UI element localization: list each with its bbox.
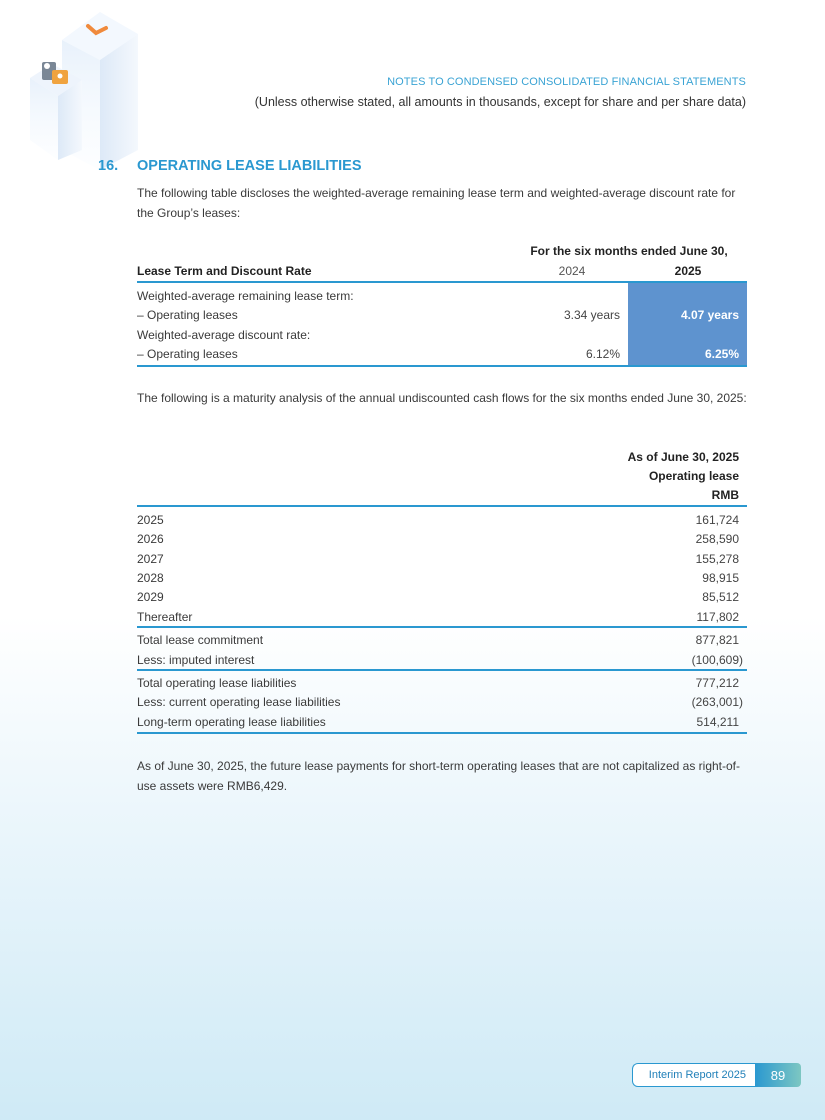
row-label: Less: imputed interest: [137, 653, 255, 667]
row-label: 2026: [137, 532, 164, 546]
value-2025: 6.25%: [704, 347, 739, 361]
closing-note-paragraph: As of June 30, 2025, the future lease payments for short-term operating leases that are not capitalized as right-of-use assets were RMB6,429.: [137, 759, 740, 793]
row-value: 155,278: [695, 552, 739, 566]
row-label: – Operating leases: [137, 308, 238, 322]
table-row: [137, 306, 747, 325]
row-value: (100,609): [691, 653, 743, 667]
table-header-rule: [137, 505, 747, 507]
row-value: 514,211: [696, 715, 739, 729]
row-label: Weighted-average discount rate:: [137, 328, 311, 342]
table-row: [137, 287, 747, 306]
row-label: 2025: [137, 513, 164, 527]
row-label: 2028: [137, 571, 164, 585]
row-label: – Operating leases: [137, 347, 238, 361]
year-2025-header: 2025: [674, 264, 702, 278]
page-number: 89: [755, 1063, 801, 1087]
row-label: Long-term operating lease liabilities: [137, 715, 326, 729]
value-2024: 3.34 years: [563, 308, 620, 322]
table-row: [137, 713, 747, 732]
table-header-rule: [137, 281, 747, 283]
maturity-analysis-table: [137, 446, 747, 736]
value-2024: 6.12%: [585, 347, 620, 361]
table-row: [137, 511, 747, 530]
row-value: (263,001): [691, 695, 743, 709]
table-bottom-rule: [137, 732, 747, 734]
row-value: 877,821: [695, 633, 739, 647]
row-label: 2029: [137, 590, 164, 604]
section-title: OPERATING LEASE LIABILITIES: [137, 158, 362, 174]
year-2024-header: 2024: [558, 264, 586, 278]
row-value: 85,512: [702, 590, 739, 604]
page-footer: [632, 1063, 801, 1087]
maturity-intro-paragraph: The following is a maturity analysis of the annual undiscounted cash flows for the six months ended June 30, 2025:: [137, 391, 747, 405]
table-column-label: Lease Term and Discount Rate: [137, 264, 312, 278]
lease-term-discount-table: [137, 240, 747, 370]
running-header-subtitle: (Unless otherwise stated, all amounts in thousands, except for share and per share data): [254, 95, 746, 109]
table-header-date: As of June 30, 2025: [627, 450, 739, 464]
subtotal-rule: [137, 669, 747, 671]
table-row: [137, 608, 747, 627]
subtotal-rule: [137, 626, 747, 628]
section-intro-paragraph: The following table discloses the weighted-average remaining lease term and weighted-average discount rate for the Group’s leases:: [137, 186, 736, 220]
table-row: [137, 693, 747, 712]
table-header-operating-lease: Operating lease: [648, 469, 739, 483]
decorative-cube-graphic: [0, 0, 150, 170]
section-number: 16.: [98, 158, 119, 174]
running-header-title: NOTES TO CONDENSED CONSOLIDATED FINANCIAL STATEMENTS: [387, 76, 746, 88]
footer-report-label: Interim Report 2025: [632, 1063, 755, 1087]
row-label: Less: current operating lease liabilities: [137, 695, 341, 709]
row-value: 258,590: [695, 532, 739, 546]
table-row: [137, 631, 747, 650]
row-label: Thereafter: [137, 610, 193, 624]
row-label: Weighted-average remaining lease term:: [137, 289, 354, 303]
table-row: [137, 550, 747, 569]
table-row: [137, 588, 747, 607]
table-period-header: For the six months ended June 30,: [530, 244, 728, 258]
table-row: [137, 345, 747, 364]
row-label: Total operating lease liabilities: [137, 676, 297, 690]
row-value: 161,724: [695, 513, 739, 527]
table-row: [137, 326, 747, 345]
table-header-currency: RMB: [711, 488, 739, 502]
table-row: [137, 651, 747, 670]
row-value: 98,915: [702, 571, 739, 585]
row-label: 2027: [137, 552, 164, 566]
table-row: [137, 530, 747, 549]
row-label: Total lease commitment: [137, 633, 264, 647]
table-bottom-rule: [137, 365, 747, 367]
table-row: [137, 674, 747, 693]
table-row: [137, 569, 747, 588]
value-2025: 4.07 years: [680, 308, 739, 322]
row-value: 777,212: [695, 676, 739, 690]
row-value: 117,802: [696, 610, 739, 624]
